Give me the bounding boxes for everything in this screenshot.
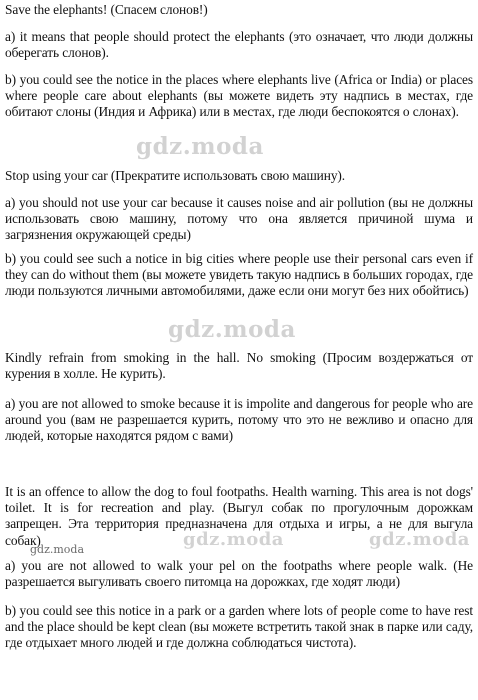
watermark: gdz.moda [369, 529, 470, 550]
notice-save-elephants: Save the elephants! (Спасем слонов!) [5, 2, 208, 17]
notice-stop-using-car: Stop using your car (Прекратите использовать свою машину). [5, 168, 346, 183]
answer-b-dog: b) you could see this notice in a park or a garden where lots of people come to have rest and the place should be kept clean (вы можете встретить такой знак в парке или саду, где отдыхает много людей и где должна соблюдаться чистота). [5, 603, 473, 651]
watermark: gdz.moda [136, 133, 264, 160]
answer-a-dog: a) you are not allowed to walk your pel on the footpaths where people walk. (Не разрешается выгуливать своего питомца на дорожках, где ходят люди) [5, 558, 473, 590]
answer-b-elephants: b) you could see the notice in the places where elephants live (Africa or India) or places where people care about elephants (вы можете видеть эту надпись в местах, где обитают слоны (Индия и Африка) или в местах, где люди беспокоятся о слонах). [5, 72, 473, 120]
answer-a-smoking: a) you are not allowed to smoke because it is impolite and dangerous for people who are around you (вам не разрешается курить, потому что это не вежливо и опасно для людей, которые находятся рядом с вами) [5, 396, 473, 444]
watermark: gdz.moda [30, 543, 85, 556]
watermark: gdz.moda [168, 316, 296, 343]
notice-no-smoking: Kindly refrain from smoking in the hall. No smoking (Просим воздержаться от курения в холле. Не курить). [5, 350, 473, 382]
answer-a-elephants: a) it means that people should protect the elephants (это означает, что люди должны оберегать слонов). [5, 29, 473, 61]
notice-dog-fouling: It is an offence to allow the dog to foul footpaths. Health warning. This area is not dogs' toilet. It is for recreation and play. (Выгул собак по прогулочным дорожкам запрещен. Эта территория предназначена для отдыха и игры, а не для выгула собак) [5, 484, 473, 548]
answer-a-car: a) you should not use your car because it causes noise and air pollution (вы не должны использовать свою машину, потому что она является причиной шума и загрязнения окружающей среды) [5, 195, 473, 243]
watermark: gdz.moda [183, 529, 284, 550]
answer-b-car: b) you could see such a notice in big cities where people use their personal cars even if they can do without them (вы можете увидеть такую надпись в больших городах, где люди пользуются личными автомобилями, даже если они могут без них обойтись) [5, 251, 473, 299]
